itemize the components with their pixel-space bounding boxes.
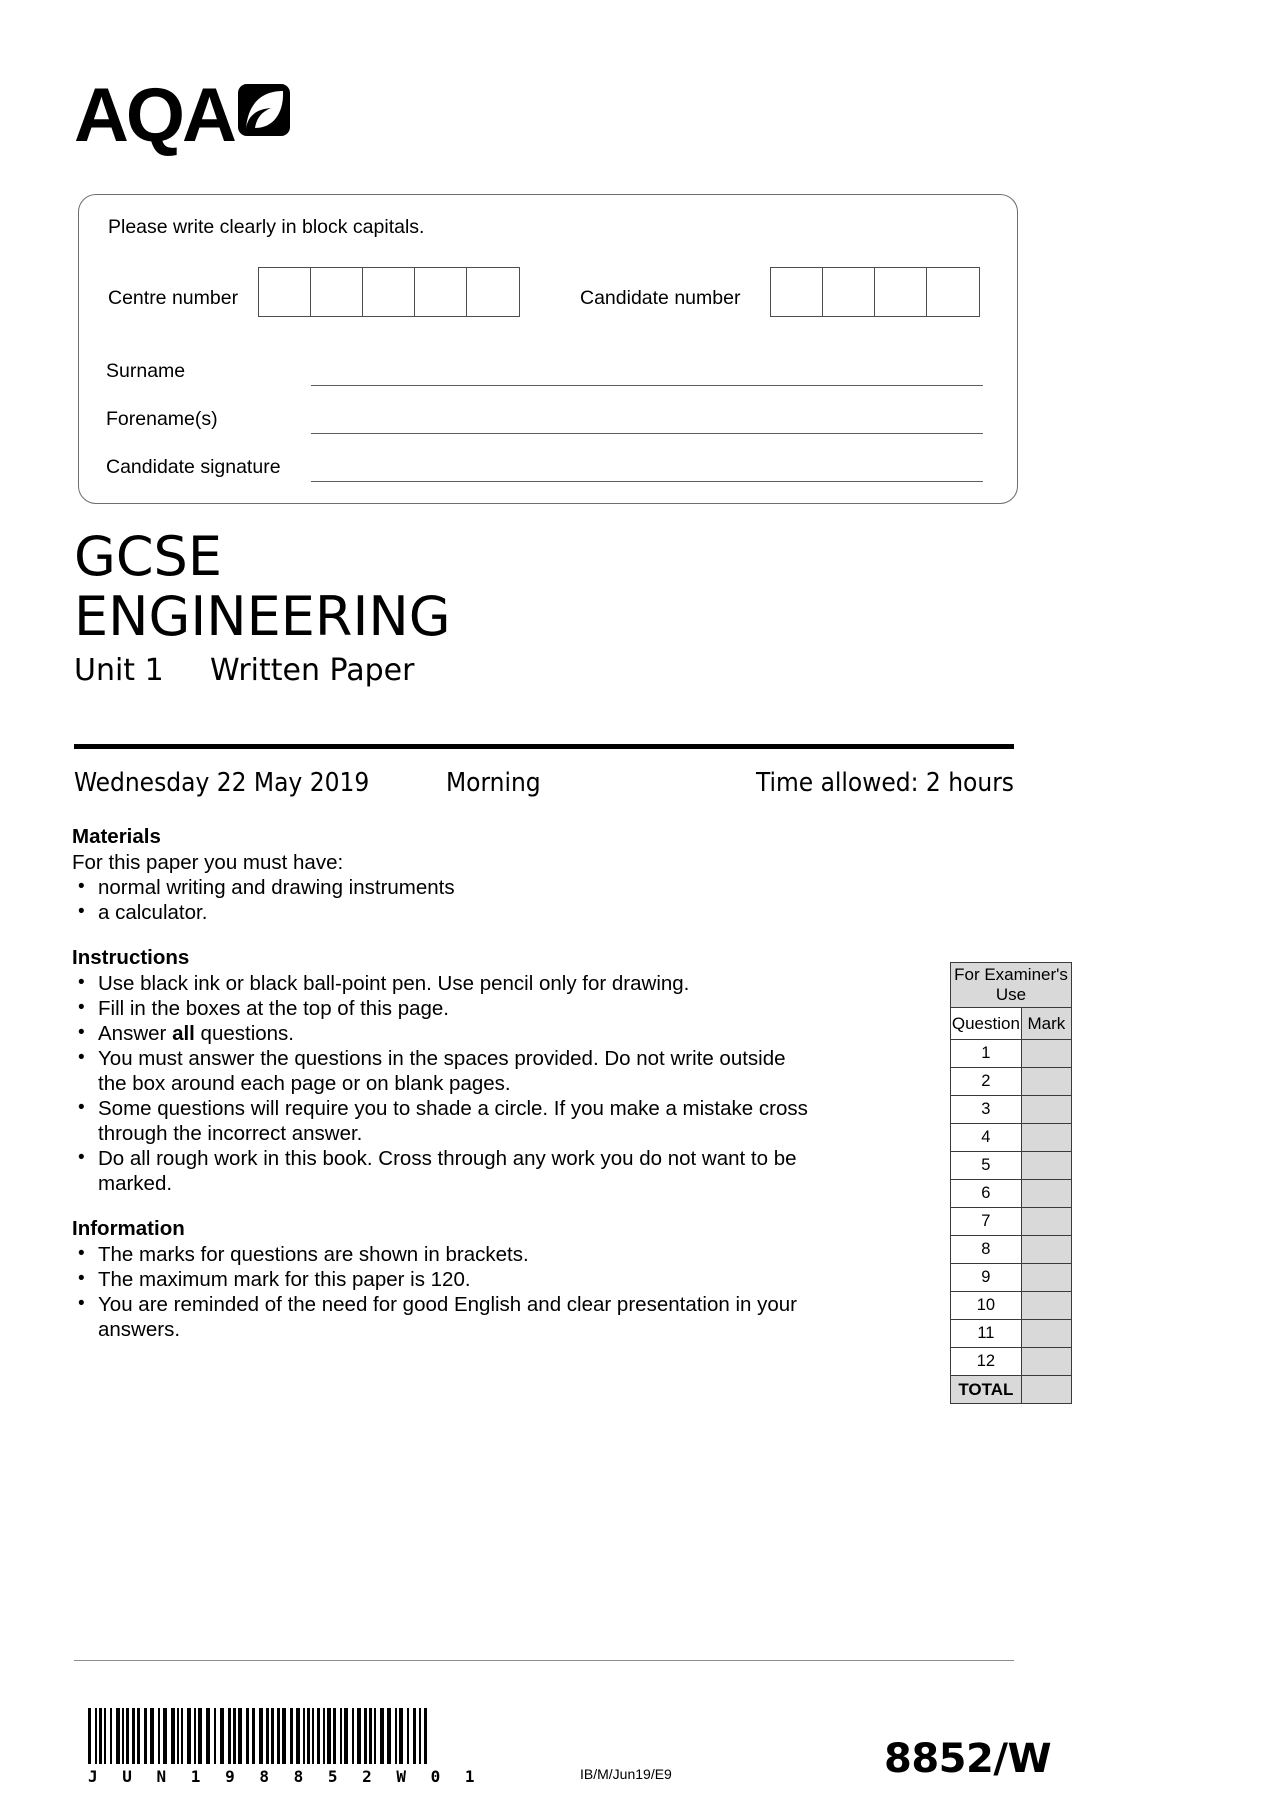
table-row — [951, 1376, 1072, 1404]
information-list — [72, 1242, 812, 1342]
table-row — [951, 1068, 1072, 1096]
mark-cell[interactable] — [1021, 1068, 1071, 1096]
footer-divider — [74, 1660, 1014, 1661]
list-item: • You must answer the questions in the spaces provided. Do not write outside the box around each page or on blank pages. — [72, 1046, 812, 1096]
exam-date: Wednesday 22 May 2019 — [74, 768, 370, 798]
aqa-leaf-logo-icon — [238, 84, 290, 136]
mark-cell[interactable] — [1021, 1208, 1071, 1236]
table-row — [951, 1124, 1072, 1152]
aqa-wordmark: AQA — [74, 73, 234, 158]
table-row — [951, 1292, 1072, 1320]
list-item: • Use black ink or black ball-point pen. Use pencil only for drawing. — [72, 971, 812, 996]
information-heading: Information — [72, 1217, 185, 1240]
list-item: • The marks for questions are shown in brackets. — [72, 1242, 812, 1267]
candidate-signature-input[interactable] — [311, 481, 983, 482]
centre-number-cell[interactable] — [363, 268, 415, 316]
aqa-logo — [74, 73, 290, 158]
question-number: 5 — [951, 1152, 1022, 1180]
candidate-number-cell[interactable] — [823, 268, 875, 316]
question-number: 1 — [951, 1040, 1022, 1068]
question-number: 8 — [951, 1236, 1022, 1264]
barcode — [88, 1708, 482, 1786]
mark-cell[interactable] — [1021, 1152, 1071, 1180]
table-row — [951, 1008, 1072, 1040]
subject-title: ENGINEERING — [74, 585, 451, 648]
mark-cell[interactable] — [1021, 1040, 1071, 1068]
candidate-number-cell[interactable] — [875, 268, 927, 316]
materials-intro: For this paper you must have: — [72, 851, 344, 874]
forenames-input[interactable] — [311, 433, 983, 434]
column-header-mark: Mark — [1021, 1008, 1071, 1040]
answer-all-bold: all — [172, 1022, 195, 1045]
question-number: 7 — [951, 1208, 1022, 1236]
mark-cell[interactable] — [1021, 1124, 1071, 1152]
ib-code: IB/M/Jun19/E9 — [580, 1766, 672, 1782]
centre-number-cell[interactable] — [311, 268, 363, 316]
barcode-bars — [88, 1708, 432, 1764]
qualification-title: GCSE — [74, 525, 222, 588]
table-row — [951, 1152, 1072, 1180]
mark-cell[interactable] — [1021, 1292, 1071, 1320]
question-number: 12 — [951, 1348, 1022, 1376]
mark-cell[interactable] — [1021, 1180, 1071, 1208]
paper-type: Written Paper — [210, 653, 415, 688]
table-row — [951, 1040, 1072, 1068]
mark-cell[interactable] — [1021, 1264, 1071, 1292]
total-label: TOTAL — [951, 1376, 1022, 1404]
surname-label: Surname — [106, 360, 186, 382]
block-capitals-instruction: Please write clearly in block capitals. — [108, 216, 425, 238]
centre-number-cell[interactable] — [259, 268, 311, 316]
table-row — [951, 1208, 1072, 1236]
materials-list — [72, 875, 812, 925]
front-cover-info — [72, 824, 812, 1342]
list-item — [72, 1021, 812, 1046]
time-allowed: Time allowed: 2 hours — [756, 768, 1014, 798]
total-mark-cell[interactable] — [1021, 1376, 1071, 1404]
table-row — [951, 1236, 1072, 1264]
unit-row — [74, 654, 451, 688]
candidate-number-cell[interactable] — [927, 268, 979, 316]
table-row — [951, 1320, 1072, 1348]
for-examiners-use-table — [950, 962, 1072, 1404]
mark-cell[interactable] — [1021, 1236, 1071, 1264]
materials-heading: Materials — [72, 825, 161, 848]
list-item: • Fill in the boxes at the top of this page. — [72, 996, 812, 1021]
candidate-signature-label: Candidate signature — [106, 456, 281, 478]
list-item: • Do all rough work in this book. Cross through any work you do not want to be marked. — [72, 1146, 812, 1196]
column-header-question: Question — [951, 1008, 1022, 1040]
question-number: 6 — [951, 1180, 1022, 1208]
paper-code: 8852/W — [884, 1736, 1052, 1782]
unit-number: Unit 1 — [74, 653, 164, 688]
forenames-label: Forename(s) — [106, 408, 218, 430]
list-item: • Some questions will require you to shade a circle. If you make a mistake cross through the incorrect answer. — [72, 1096, 812, 1146]
question-number: 10 — [951, 1292, 1022, 1320]
table-row — [951, 1180, 1072, 1208]
table-row — [951, 963, 1072, 1008]
mark-cell[interactable] — [1021, 1320, 1071, 1348]
question-number: 4 — [951, 1124, 1022, 1152]
question-number: 9 — [951, 1264, 1022, 1292]
candidate-number-input[interactable] — [770, 267, 980, 317]
instructions-list — [72, 971, 812, 1196]
instructions-heading: Instructions — [72, 946, 190, 969]
table-row — [951, 1096, 1072, 1124]
table-row — [951, 1264, 1072, 1292]
question-number: 3 — [951, 1096, 1022, 1124]
centre-number-label: Centre number — [108, 287, 239, 309]
mark-cell[interactable] — [1021, 1348, 1071, 1376]
list-item: • normal writing and drawing instruments — [72, 875, 812, 900]
mark-cell[interactable] — [1021, 1096, 1071, 1124]
question-number: 2 — [951, 1068, 1022, 1096]
barcode-caption: J U N 1 9 8 8 5 2 W 0 1 — [88, 1767, 483, 1786]
title-divider — [74, 744, 1014, 749]
table-row — [951, 1348, 1072, 1376]
question-number: 11 — [951, 1320, 1022, 1348]
centre-number-cell[interactable] — [415, 268, 467, 316]
answer-suffix: questions. — [194, 1022, 295, 1045]
list-item: • The maximum mark for this paper is 120. — [72, 1267, 812, 1292]
candidate-number-label: Candidate number — [580, 287, 741, 309]
list-item: • a calculator. — [72, 900, 812, 925]
centre-number-input[interactable] — [258, 267, 520, 317]
answer-prefix: Answer — [98, 1022, 173, 1045]
paper-title-block — [74, 525, 451, 688]
examiner-table-title: For Examiner's Use — [951, 963, 1072, 1008]
list-item: • You are reminded of the need for good English and clear presentation in your answers. — [72, 1292, 812, 1342]
candidate-number-cell[interactable] — [771, 268, 823, 316]
surname-input[interactable] — [311, 385, 983, 386]
exam-meta-row — [74, 768, 1014, 798]
centre-number-cell[interactable] — [467, 268, 519, 316]
exam-session: Morning — [446, 768, 541, 798]
